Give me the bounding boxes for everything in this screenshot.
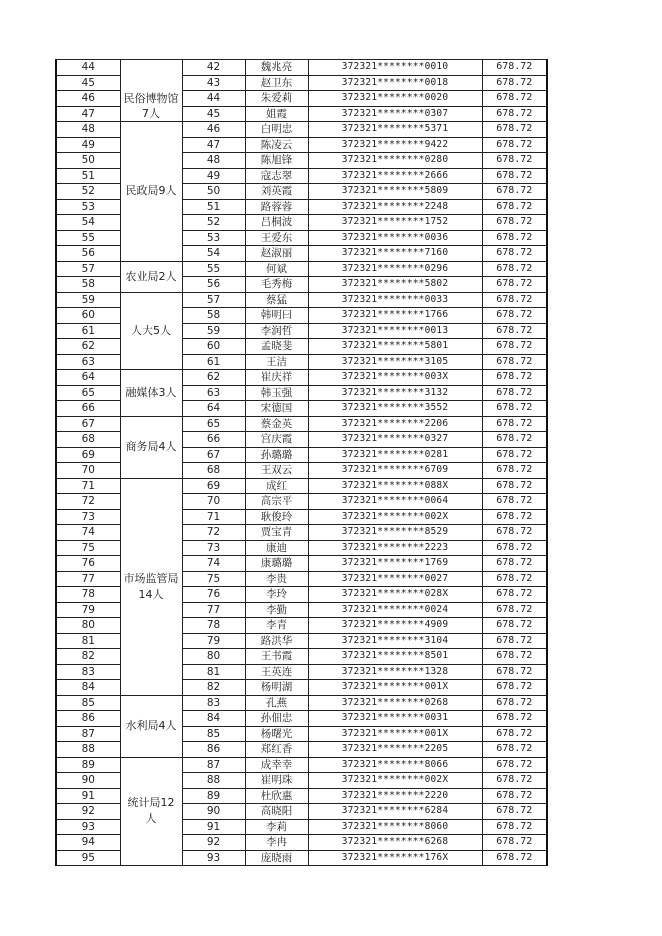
seq-cell: 94 bbox=[56, 835, 120, 851]
seq-cell: 52 bbox=[56, 184, 120, 200]
seq-cell: 79 bbox=[56, 602, 120, 618]
name-cell: 杨明湖 bbox=[245, 680, 308, 696]
name-cell: 宋德国 bbox=[245, 401, 308, 417]
name-cell: 吕桐波 bbox=[245, 215, 308, 231]
seq-cell: 72 bbox=[56, 494, 120, 510]
name-cell: 孔燕 bbox=[245, 695, 308, 711]
seq-cell: 68 bbox=[56, 432, 120, 448]
index-cell: 76 bbox=[182, 587, 245, 603]
amount-cell: 678.72 bbox=[482, 432, 547, 448]
id-number-cell: 372321********0020 bbox=[308, 91, 482, 107]
amount-cell: 678.72 bbox=[482, 91, 547, 107]
seq-cell: 73 bbox=[56, 509, 120, 525]
amount-cell: 678.72 bbox=[482, 60, 547, 76]
amount-cell: 678.72 bbox=[482, 308, 547, 324]
amount-cell: 678.72 bbox=[482, 230, 547, 246]
id-number-cell: 372321********002X bbox=[308, 773, 482, 789]
seq-cell: 93 bbox=[56, 819, 120, 835]
id-number-cell: 372321********0033 bbox=[308, 292, 482, 308]
amount-cell: 678.72 bbox=[482, 168, 547, 184]
index-cell: 73 bbox=[182, 540, 245, 556]
amount-cell: 678.72 bbox=[482, 478, 547, 494]
name-cell: 杜欣惠 bbox=[245, 788, 308, 804]
id-number-cell: 372321********0064 bbox=[308, 494, 482, 510]
seq-cell: 48 bbox=[56, 122, 120, 138]
table-row bbox=[56, 757, 547, 773]
seq-cell: 44 bbox=[56, 60, 120, 76]
name-cell: 成幸幸 bbox=[245, 757, 308, 773]
name-cell: 王洁 bbox=[245, 354, 308, 370]
id-number-cell: 372321********1328 bbox=[308, 664, 482, 680]
index-cell: 84 bbox=[182, 711, 245, 727]
id-number-cell: 372321********0036 bbox=[308, 230, 482, 246]
amount-cell: 678.72 bbox=[482, 695, 547, 711]
id-number-cell: 372321********8060 bbox=[308, 819, 482, 835]
seq-cell: 89 bbox=[56, 757, 120, 773]
id-number-cell: 372321********5809 bbox=[308, 184, 482, 200]
seq-cell: 53 bbox=[56, 199, 120, 215]
id-number-cell: 372321********0280 bbox=[308, 153, 482, 169]
index-cell: 72 bbox=[182, 525, 245, 541]
name-cell: 韩明曰 bbox=[245, 308, 308, 324]
amount-cell: 678.72 bbox=[482, 323, 547, 339]
name-cell: 杨曙光 bbox=[245, 726, 308, 742]
name-cell: 白明忠 bbox=[245, 122, 308, 138]
index-cell: 75 bbox=[182, 571, 245, 587]
id-number-cell: 372321********6268 bbox=[308, 835, 482, 851]
index-cell: 58 bbox=[182, 308, 245, 324]
seq-cell: 64 bbox=[56, 370, 120, 386]
name-cell: 李勤 bbox=[245, 602, 308, 618]
amount-cell: 678.72 bbox=[482, 246, 547, 262]
name-cell: 李贵 bbox=[245, 571, 308, 587]
name-cell: 贾宝青 bbox=[245, 525, 308, 541]
index-cell: 44 bbox=[182, 91, 245, 107]
name-cell: 蔡金英 bbox=[245, 416, 308, 432]
table-row bbox=[56, 122, 547, 138]
amount-cell: 678.72 bbox=[482, 106, 547, 122]
amount-cell: 678.72 bbox=[482, 385, 547, 401]
index-cell: 91 bbox=[182, 819, 245, 835]
seq-cell: 54 bbox=[56, 215, 120, 231]
index-cell: 87 bbox=[182, 757, 245, 773]
seq-cell: 90 bbox=[56, 773, 120, 789]
seq-cell: 70 bbox=[56, 463, 120, 479]
name-cell: 孙璐璐 bbox=[245, 447, 308, 463]
table-row bbox=[56, 261, 547, 277]
index-cell: 59 bbox=[182, 323, 245, 339]
seq-cell: 50 bbox=[56, 153, 120, 169]
seq-cell: 62 bbox=[56, 339, 120, 355]
amount-cell: 678.72 bbox=[482, 292, 547, 308]
amount-cell: 678.72 bbox=[482, 447, 547, 463]
id-number-cell: 372321********2206 bbox=[308, 416, 482, 432]
amount-cell: 678.72 bbox=[482, 540, 547, 556]
amount-cell: 678.72 bbox=[482, 463, 547, 479]
index-cell: 51 bbox=[182, 199, 245, 215]
amount-cell: 678.72 bbox=[482, 819, 547, 835]
name-cell: 路洪华 bbox=[245, 633, 308, 649]
name-cell: 毛秀梅 bbox=[245, 277, 308, 293]
seq-cell: 78 bbox=[56, 587, 120, 603]
index-cell: 55 bbox=[182, 261, 245, 277]
table-row bbox=[56, 60, 547, 76]
seq-cell: 67 bbox=[56, 416, 120, 432]
table-body bbox=[56, 60, 547, 866]
amount-cell: 678.72 bbox=[482, 354, 547, 370]
index-cell: 74 bbox=[182, 556, 245, 572]
index-cell: 77 bbox=[182, 602, 245, 618]
seq-cell: 65 bbox=[56, 385, 120, 401]
amount-cell: 678.72 bbox=[482, 277, 547, 293]
id-number-cell: 372321********8066 bbox=[308, 757, 482, 773]
index-cell: 63 bbox=[182, 385, 245, 401]
id-number-cell: 372321********3552 bbox=[308, 401, 482, 417]
id-number-cell: 372321********2220 bbox=[308, 788, 482, 804]
amount-cell: 678.72 bbox=[482, 587, 547, 603]
name-cell: 崔明珠 bbox=[245, 773, 308, 789]
name-cell: 朱爱莉 bbox=[245, 91, 308, 107]
unit-cell: 市场监管局14人 bbox=[120, 478, 182, 695]
id-number-cell: 372321********4909 bbox=[308, 618, 482, 634]
name-cell: 蔡猛 bbox=[245, 292, 308, 308]
seq-cell: 75 bbox=[56, 540, 120, 556]
amount-cell: 678.72 bbox=[482, 556, 547, 572]
seq-cell: 87 bbox=[56, 726, 120, 742]
seq-cell: 45 bbox=[56, 75, 120, 91]
name-cell: 王书霞 bbox=[245, 649, 308, 665]
amount-cell: 678.72 bbox=[482, 633, 547, 649]
id-number-cell: 372321********5371 bbox=[308, 122, 482, 138]
index-cell: 93 bbox=[182, 850, 245, 866]
name-cell: 成红 bbox=[245, 478, 308, 494]
index-cell: 86 bbox=[182, 742, 245, 758]
index-cell: 50 bbox=[182, 184, 245, 200]
name-cell: 李玲 bbox=[245, 587, 308, 603]
unit-cell: 水利局4人 bbox=[120, 695, 182, 757]
name-cell: 孙佃忠 bbox=[245, 711, 308, 727]
id-number-cell: 372321********6284 bbox=[308, 804, 482, 820]
index-cell: 48 bbox=[182, 153, 245, 169]
unit-cell: 商务局4人 bbox=[120, 416, 182, 478]
id-number-cell: 372321********2666 bbox=[308, 168, 482, 184]
name-cell: 高晓阳 bbox=[245, 804, 308, 820]
index-cell: 45 bbox=[182, 106, 245, 122]
id-number-cell: 372321********3105 bbox=[308, 354, 482, 370]
name-cell: 崔庆祥 bbox=[245, 370, 308, 386]
amount-cell: 678.72 bbox=[482, 618, 547, 634]
name-cell: 庞晓雨 bbox=[245, 850, 308, 866]
id-number-cell: 372321********028X bbox=[308, 587, 482, 603]
id-number-cell: 372321********088X bbox=[308, 478, 482, 494]
amount-cell: 678.72 bbox=[482, 726, 547, 742]
name-cell: 王爱东 bbox=[245, 230, 308, 246]
id-number-cell: 372321********7160 bbox=[308, 246, 482, 262]
id-number-cell: 372321********5801 bbox=[308, 339, 482, 355]
amount-cell: 678.72 bbox=[482, 571, 547, 587]
amount-cell: 678.72 bbox=[482, 494, 547, 510]
id-number-cell: 372321********176X bbox=[308, 850, 482, 866]
name-cell: 孟晓斐 bbox=[245, 339, 308, 355]
index-cell: 56 bbox=[182, 277, 245, 293]
id-number-cell: 372321********2248 bbox=[308, 199, 482, 215]
amount-cell: 678.72 bbox=[482, 835, 547, 851]
amount-cell: 678.72 bbox=[482, 199, 547, 215]
id-number-cell: 372321********003X bbox=[308, 370, 482, 386]
table-row bbox=[56, 695, 547, 711]
amount-cell: 678.72 bbox=[482, 122, 547, 138]
seq-cell: 77 bbox=[56, 571, 120, 587]
index-cell: 64 bbox=[182, 401, 245, 417]
name-cell: 韩玉强 bbox=[245, 385, 308, 401]
id-number-cell: 372321********8529 bbox=[308, 525, 482, 541]
id-number-cell: 372321********0307 bbox=[308, 106, 482, 122]
name-cell: 李冉 bbox=[245, 835, 308, 851]
name-cell: 寇志翠 bbox=[245, 168, 308, 184]
id-number-cell: 372321********9422 bbox=[308, 137, 482, 153]
seq-cell: 47 bbox=[56, 106, 120, 122]
index-cell: 42 bbox=[182, 60, 245, 76]
id-number-cell: 372321********0018 bbox=[308, 75, 482, 91]
index-cell: 46 bbox=[182, 122, 245, 138]
amount-cell: 678.72 bbox=[482, 680, 547, 696]
unit-cell: 融媒体3人 bbox=[120, 370, 182, 417]
seq-cell: 71 bbox=[56, 478, 120, 494]
seq-cell: 92 bbox=[56, 804, 120, 820]
amount-cell: 678.72 bbox=[482, 401, 547, 417]
name-cell: 耿俊玲 bbox=[245, 509, 308, 525]
seq-cell: 76 bbox=[56, 556, 120, 572]
seq-cell: 95 bbox=[56, 850, 120, 866]
id-number-cell: 372321********6709 bbox=[308, 463, 482, 479]
seq-cell: 49 bbox=[56, 137, 120, 153]
table-row bbox=[56, 292, 547, 308]
name-cell: 李莉 bbox=[245, 819, 308, 835]
amount-cell: 678.72 bbox=[482, 788, 547, 804]
seq-cell: 81 bbox=[56, 633, 120, 649]
index-cell: 85 bbox=[182, 726, 245, 742]
unit-cell: 统计局12人 bbox=[120, 757, 182, 866]
amount-cell: 678.72 bbox=[482, 215, 547, 231]
seq-cell: 46 bbox=[56, 91, 120, 107]
index-cell: 83 bbox=[182, 695, 245, 711]
index-cell: 71 bbox=[182, 509, 245, 525]
seq-cell: 69 bbox=[56, 447, 120, 463]
index-cell: 49 bbox=[182, 168, 245, 184]
id-number-cell: 372321********0013 bbox=[308, 323, 482, 339]
name-cell: 陈凌云 bbox=[245, 137, 308, 153]
table-row bbox=[56, 416, 547, 432]
id-number-cell: 372321********2205 bbox=[308, 742, 482, 758]
index-cell: 92 bbox=[182, 835, 245, 851]
name-cell: 康璐璐 bbox=[245, 556, 308, 572]
unit-cell: 民政局9人 bbox=[120, 122, 182, 262]
id-number-cell: 372321********1752 bbox=[308, 215, 482, 231]
name-cell: 赵卫东 bbox=[245, 75, 308, 91]
name-cell: 高宗平 bbox=[245, 494, 308, 510]
name-cell: 李润哲 bbox=[245, 323, 308, 339]
index-cell: 52 bbox=[182, 215, 245, 231]
seq-cell: 57 bbox=[56, 261, 120, 277]
index-cell: 80 bbox=[182, 649, 245, 665]
amount-cell: 678.72 bbox=[482, 153, 547, 169]
id-number-cell: 372321********0024 bbox=[308, 602, 482, 618]
index-cell: 82 bbox=[182, 680, 245, 696]
index-cell: 57 bbox=[182, 292, 245, 308]
index-cell: 65 bbox=[182, 416, 245, 432]
seq-cell: 61 bbox=[56, 323, 120, 339]
amount-cell: 678.72 bbox=[482, 525, 547, 541]
index-cell: 43 bbox=[182, 75, 245, 91]
seq-cell: 58 bbox=[56, 277, 120, 293]
amount-cell: 678.72 bbox=[482, 261, 547, 277]
amount-cell: 678.72 bbox=[482, 416, 547, 432]
name-cell: 姐霞 bbox=[245, 106, 308, 122]
index-cell: 70 bbox=[182, 494, 245, 510]
index-cell: 81 bbox=[182, 664, 245, 680]
amount-cell: 678.72 bbox=[482, 804, 547, 820]
index-cell: 66 bbox=[182, 432, 245, 448]
unit-cell: 民俗博物馆7人 bbox=[120, 60, 182, 122]
unit-cell: 人大5人 bbox=[120, 292, 182, 370]
id-number-cell: 372321********0027 bbox=[308, 571, 482, 587]
amount-cell: 678.72 bbox=[482, 773, 547, 789]
seq-cell: 60 bbox=[56, 308, 120, 324]
amount-cell: 678.72 bbox=[482, 602, 547, 618]
name-cell: 郑红香 bbox=[245, 742, 308, 758]
amount-cell: 678.72 bbox=[482, 339, 547, 355]
amount-cell: 678.72 bbox=[482, 370, 547, 386]
index-cell: 62 bbox=[182, 370, 245, 386]
name-cell: 李青 bbox=[245, 618, 308, 634]
index-cell: 78 bbox=[182, 618, 245, 634]
index-cell: 69 bbox=[182, 478, 245, 494]
index-cell: 68 bbox=[182, 463, 245, 479]
name-cell: 康迪 bbox=[245, 540, 308, 556]
seq-cell: 84 bbox=[56, 680, 120, 696]
amount-cell: 678.72 bbox=[482, 850, 547, 866]
id-number-cell: 372321********5802 bbox=[308, 277, 482, 293]
seq-cell: 83 bbox=[56, 664, 120, 680]
name-cell: 魏兆亮 bbox=[245, 60, 308, 76]
index-cell: 79 bbox=[182, 633, 245, 649]
seq-cell: 66 bbox=[56, 401, 120, 417]
index-cell: 61 bbox=[182, 354, 245, 370]
seq-cell: 63 bbox=[56, 354, 120, 370]
id-number-cell: 372321********001X bbox=[308, 726, 482, 742]
index-cell: 89 bbox=[182, 788, 245, 804]
index-cell: 47 bbox=[182, 137, 245, 153]
amount-cell: 678.72 bbox=[482, 509, 547, 525]
id-number-cell: 372321********0268 bbox=[308, 695, 482, 711]
id-number-cell: 372321********1769 bbox=[308, 556, 482, 572]
name-cell: 何斌 bbox=[245, 261, 308, 277]
seq-cell: 85 bbox=[56, 695, 120, 711]
seq-cell: 74 bbox=[56, 525, 120, 541]
amount-cell: 678.72 bbox=[482, 184, 547, 200]
amount-cell: 678.72 bbox=[482, 137, 547, 153]
id-number-cell: 372321********0031 bbox=[308, 711, 482, 727]
name-cell: 陈旭锋 bbox=[245, 153, 308, 169]
name-cell: 宫庆霞 bbox=[245, 432, 308, 448]
id-number-cell: 372321********3132 bbox=[308, 385, 482, 401]
id-number-cell: 372321********0281 bbox=[308, 447, 482, 463]
name-cell: 王双云 bbox=[245, 463, 308, 479]
index-cell: 67 bbox=[182, 447, 245, 463]
table-row bbox=[56, 478, 547, 494]
name-cell: 刘英霞 bbox=[245, 184, 308, 200]
allowance-table bbox=[55, 59, 548, 866]
seq-cell: 88 bbox=[56, 742, 120, 758]
index-cell: 88 bbox=[182, 773, 245, 789]
seq-cell: 80 bbox=[56, 618, 120, 634]
id-number-cell: 372321********2223 bbox=[308, 540, 482, 556]
amount-cell: 678.72 bbox=[482, 742, 547, 758]
id-number-cell: 372321********3104 bbox=[308, 633, 482, 649]
id-number-cell: 372321********0296 bbox=[308, 261, 482, 277]
id-number-cell: 372321********8501 bbox=[308, 649, 482, 665]
index-cell: 54 bbox=[182, 246, 245, 262]
name-cell: 王英连 bbox=[245, 664, 308, 680]
id-number-cell: 372321********0010 bbox=[308, 60, 482, 76]
id-number-cell: 372321********001X bbox=[308, 680, 482, 696]
seq-cell: 86 bbox=[56, 711, 120, 727]
name-cell: 路蓉蓉 bbox=[245, 199, 308, 215]
amount-cell: 678.72 bbox=[482, 757, 547, 773]
seq-cell: 56 bbox=[56, 246, 120, 262]
name-cell: 赵淑丽 bbox=[245, 246, 308, 262]
id-number-cell: 372321********0327 bbox=[308, 432, 482, 448]
amount-cell: 678.72 bbox=[482, 664, 547, 680]
amount-cell: 678.72 bbox=[482, 75, 547, 91]
amount-cell: 678.72 bbox=[482, 711, 547, 727]
index-cell: 60 bbox=[182, 339, 245, 355]
index-cell: 53 bbox=[182, 230, 245, 246]
unit-cell: 农业局2人 bbox=[120, 261, 182, 292]
id-number-cell: 372321********002X bbox=[308, 509, 482, 525]
seq-cell: 55 bbox=[56, 230, 120, 246]
index-cell: 90 bbox=[182, 804, 245, 820]
table-row bbox=[56, 370, 547, 386]
seq-cell: 59 bbox=[56, 292, 120, 308]
seq-cell: 51 bbox=[56, 168, 120, 184]
seq-cell: 91 bbox=[56, 788, 120, 804]
seq-cell: 82 bbox=[56, 649, 120, 665]
id-number-cell: 372321********1766 bbox=[308, 308, 482, 324]
amount-cell: 678.72 bbox=[482, 649, 547, 665]
